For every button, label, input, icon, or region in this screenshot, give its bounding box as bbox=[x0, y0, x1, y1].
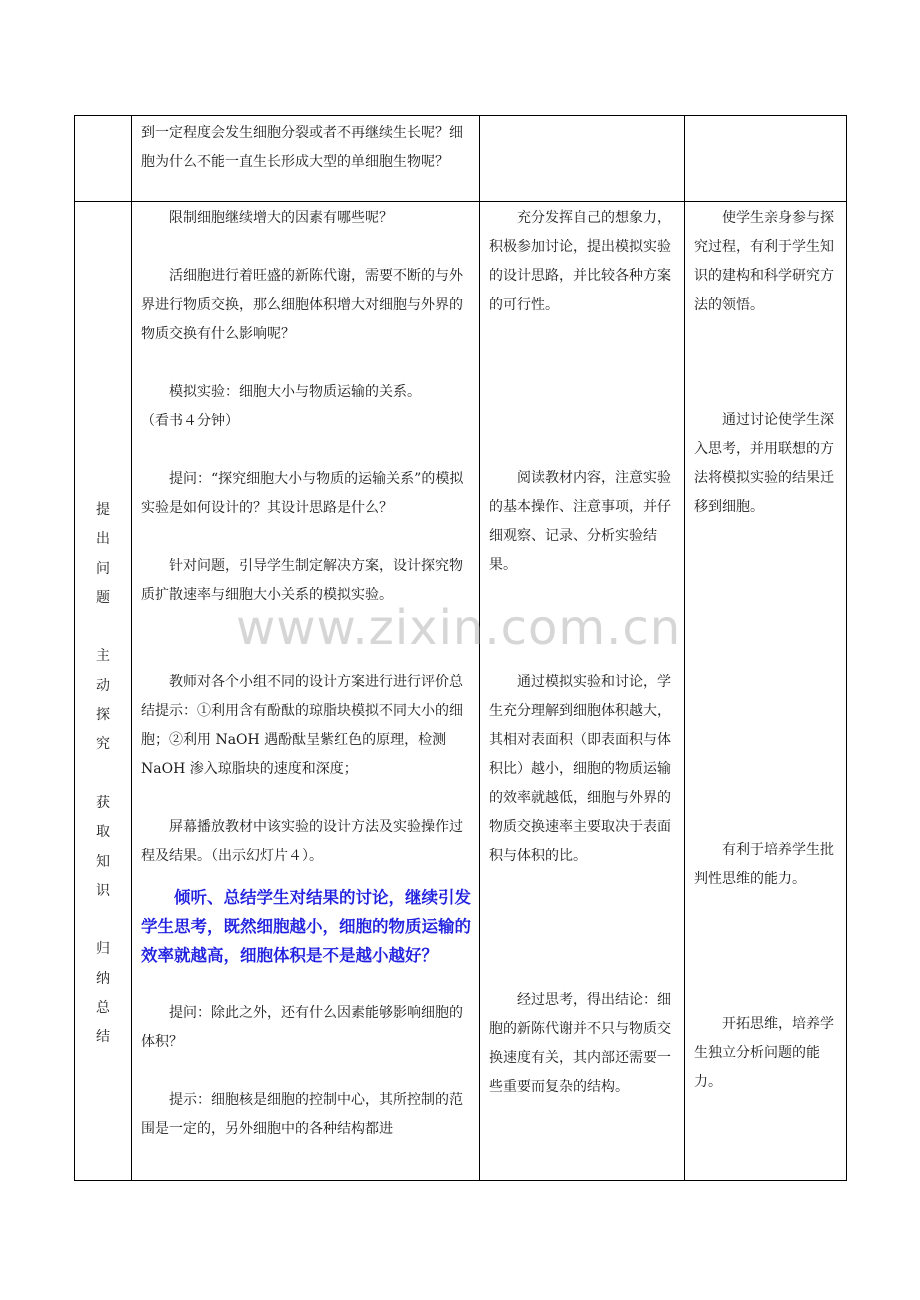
teacher-paragraph: 活细胞进行着旺盛的新陈代谢，需要不断的与外界进行物质交换，那么细胞体积增大对细胞与外界的物质交换有什么影响呢？ bbox=[141, 268, 463, 342]
intent-paragraph: 通过讨论使学生深入思考，并用联想的方法将模拟实验的结果迁移到细胞。 bbox=[694, 412, 834, 515]
stage-char: 出 bbox=[96, 531, 110, 548]
teacher-paragraph: 提问：“探究细胞大小与物质的运输关系”的模拟实验是如何设计的？其设计思路是什么？ bbox=[141, 471, 464, 516]
teacher-paragraph: 针对问题，引导学生制定解决方案，设计探究物质扩散速率与细胞大小关系的模拟实验。 bbox=[141, 558, 463, 603]
intent-paragraph: 开拓思维，培养学生独立分析问题的能力。 bbox=[694, 1016, 834, 1090]
teacher-paragraph: 提问：除此之外，还有什么因素能够影响细胞的体积？ bbox=[141, 1005, 463, 1050]
watermark: www.zixin.com.cn bbox=[236, 600, 682, 656]
stage-char: 纳 bbox=[96, 970, 110, 987]
stage-char: 探 bbox=[96, 707, 110, 724]
intent-cell bbox=[694, 836, 844, 894]
teacher-paragraph: （看书４分钟） bbox=[141, 413, 239, 429]
intent-paragraph: 有利于培养学生批判性思维的能力。 bbox=[694, 842, 834, 887]
intent-cell bbox=[694, 1010, 842, 1097]
student-paragraph: 阅读教材内容，注意实验的基本操作、注意事项，并仔细观察、记录、分析实验结果。 bbox=[489, 470, 671, 573]
stage-char bbox=[75, 613, 131, 642]
teacher-paragraph: 教师对各个小组不同的设计方案进行进行评价总结提示：①利用含有酚酞的琼脂块模拟不同大小的细胞；②利用 NaOH 遇酚酞呈紫红色的原理，检测 NaOH 渗入琼脂块的速度和深度； bbox=[141, 674, 463, 777]
stage-char: 究 bbox=[96, 736, 110, 753]
intent-cell bbox=[694, 406, 842, 522]
teacher-activity-cell bbox=[141, 204, 471, 1144]
highlight-paragraph: 倾听、总结学生对结果的讨论，继续引发学生思考，既然细胞越小，细胞的物质运输的效率就越高，细胞体积是不是越小越好？ bbox=[141, 888, 471, 965]
teacher-paragraph: 限制细胞继续增大的因素有哪些呢？ bbox=[169, 210, 393, 226]
intent-paragraph: 使学生亲身参与探究过程，有利于学生知识的建构和科学研究方法的领悟。 bbox=[694, 210, 834, 313]
student-paragraph: 经过思考，得出结论：细胞的新陈代谢并不只与物质交换速度有关，其内部还需要一些重要而复杂的结构。 bbox=[489, 992, 671, 1095]
stage-char bbox=[75, 906, 131, 935]
student-activity-cell bbox=[489, 986, 677, 1102]
student-activity-cell bbox=[489, 464, 677, 580]
stage-char: 提 bbox=[96, 502, 110, 518]
teacher-paragraph: 提示：细胞核是细胞的控制中心，其所控制的范围是一定的，另外细胞中的各种结构都进 bbox=[141, 1092, 463, 1137]
stage-char: 取 bbox=[96, 824, 110, 841]
stage-label bbox=[75, 496, 131, 1053]
stage-char: 归 bbox=[96, 941, 110, 958]
student-activity-cell bbox=[489, 204, 677, 320]
row1-content-cell bbox=[141, 119, 471, 177]
stage-char: 知 bbox=[96, 853, 110, 870]
row-divider bbox=[75, 201, 846, 202]
intent-cell bbox=[694, 204, 842, 320]
stage-char: 动 bbox=[96, 677, 110, 694]
student-paragraph: 充分发挥自己的想象力，积极参加讨论，提出模拟实验的设计思路，并比较各种方案的可行性。 bbox=[489, 210, 671, 313]
student-paragraph: 通过模拟实验和讨论，学生充分理解到细胞体积越大，其相对表面积（即表面积与体积比）越小，细胞的物质运输的效率就越低，细胞与外界的物质交换速率主要取决于表面积与体积的比。 bbox=[489, 674, 671, 864]
teacher-paragraph: 屏幕播放教材中该实验的设计方法及实验操作过程及结果。（出示幻灯片４）。 bbox=[141, 819, 463, 864]
stage-char: 问 bbox=[96, 560, 110, 577]
stage-char: 结 bbox=[96, 1029, 110, 1046]
student-activity-cell bbox=[489, 668, 677, 871]
row1-content: 到一定程度会发生细胞分裂或者不再继续生长呢？细胞为什么不能一直生长形成大型的单细胞生物呢？ bbox=[141, 125, 463, 170]
stage-char: 识 bbox=[96, 882, 110, 899]
stage-char: 题 bbox=[96, 589, 110, 606]
stage-char: 获 bbox=[96, 794, 110, 811]
column-divider bbox=[131, 116, 132, 1180]
teacher-paragraph: 模拟实验：细胞大小与物质运输的关系。 bbox=[169, 384, 421, 400]
stage-char: 主 bbox=[96, 648, 110, 665]
stage-char: 总 bbox=[96, 1000, 110, 1017]
stage-char bbox=[75, 760, 131, 789]
column-divider bbox=[684, 116, 685, 1180]
